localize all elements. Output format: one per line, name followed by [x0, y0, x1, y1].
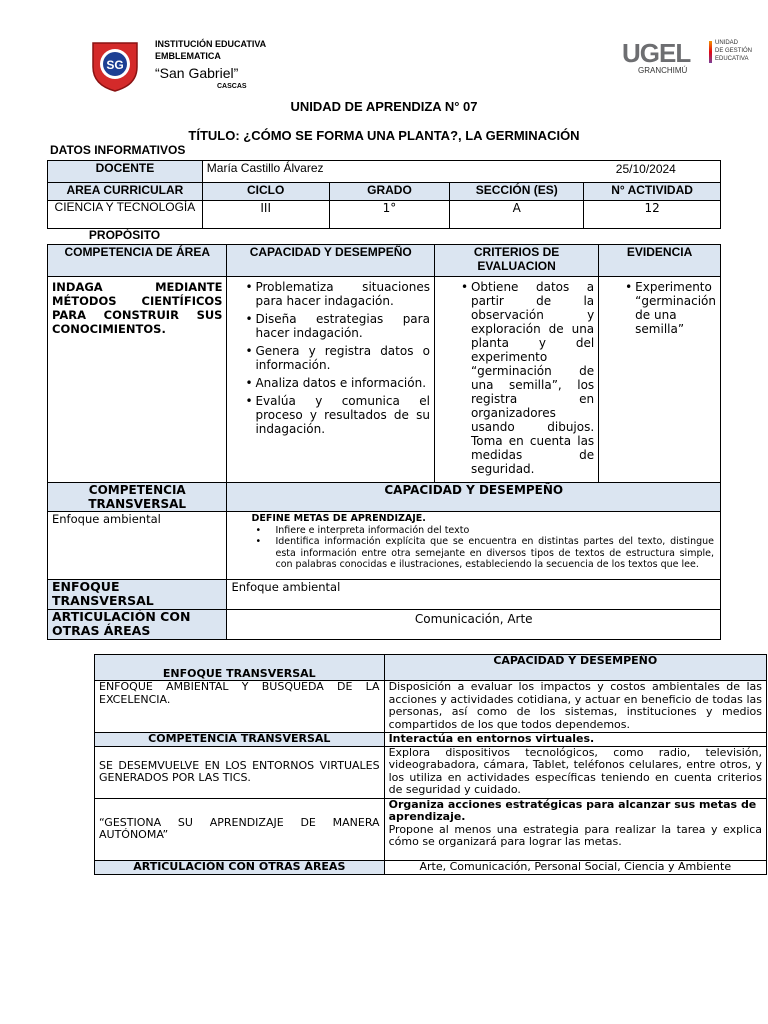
ciclo-label: CICLO	[202, 183, 329, 201]
proposito-label: PROPÓSITO	[88, 228, 161, 242]
second-col-capacidad: CAPACIDAD Y DESEMPEÑO	[384, 655, 766, 681]
ugel-sub3: EDUCATIVA	[715, 56, 749, 62]
ugel-place: GRANCHIMÚ	[638, 66, 688, 75]
logo-badge-text: SG	[106, 58, 124, 72]
actividad-label: N° ACTIVIDAD	[584, 183, 721, 201]
ugel-wordmark: UGEL	[622, 38, 691, 68]
capacidad-item: • Problematiza situaciones para hacer indagación.	[255, 280, 429, 308]
metas-cell	[227, 512, 721, 580]
second-comp2-cell	[384, 798, 766, 860]
area-value: CIENCIA Y TECNOLOGÍA	[48, 201, 203, 229]
metas-list	[251, 525, 714, 571]
second-enfoque-desc: Disposición a evaluar los impactos y costos ambientales de las acciones y actividades cotidiana, y actuar en beneficio de todas las personas, así como de los sistemas, instituciones y medios compartidos de los que todos dependemos.	[384, 681, 766, 733]
docente-label: DOCENTE	[48, 161, 203, 183]
docente-name: María Castillo Álvarez	[206, 161, 324, 175]
metas-title: DEFINE METAS DE APRENDIZAJE.	[251, 513, 426, 524]
articulacion-value: Comunicación, Arte	[227, 610, 721, 640]
capacidad-item: • Evalúa y comunica el proceso y resultados de su indagación.	[255, 394, 429, 436]
transversal-value: Enfoque ambiental	[48, 512, 227, 580]
criterio-list	[461, 280, 594, 476]
second-enfoque-text: ENFOQUE AMBIENTAL Y BÚSQUEDA DE LA EXCELENCIA.	[95, 681, 385, 733]
unit-title: UNIDAD DE APRENDIZA N° 07	[290, 99, 478, 114]
second-comp1: SE DESEMVUELVE EN LOS ENTORNOS VIRTUALES GENERADOS POR LAS TICS.	[95, 746, 385, 798]
evidencia-cell	[599, 277, 721, 483]
ugel-logo	[622, 38, 752, 78]
articulacion-label: ARTICULACIÓN CON OTRAS ÁREAS	[48, 610, 227, 640]
capacidades-list	[245, 280, 429, 436]
transversal-label: COMPETENCIA TRANSVERSAL	[48, 483, 227, 512]
second-comp1-desc: Explora dispositivos tecnológicos, como radio, televisión, videograbadora, cámara, Tablet, teléfonos celulares, entre otros, y los utiliza en actividades específicas teniendo en cuenta criterios de seguridad y cuidado.	[384, 746, 766, 798]
second-comp2: “GESTIONA SU APRENDIZAJE DE MANERA AUTÓNOMA”	[95, 798, 385, 860]
area-label: AREA CURRICULAR	[48, 183, 203, 201]
second-comp2-title: Organiza acciones estratégicas para alcanzar sus metas de aprendizaje.	[388, 797, 757, 823]
school-town: CASCAS	[217, 83, 247, 90]
ugel-color-bar	[709, 41, 712, 63]
meta-item: • Identifica información explícita que se encuentra en distintas partes del texto, distingue esta información entre otra semejante en diversos tipos de textos de estructura simple, con palabras conocidas e ilustraciones, estableciendo la secuencia de los textos que lee.	[275, 536, 714, 571]
docente-date: 25/10/2024	[615, 162, 676, 176]
enfoque-label: ENFOQUE TRANSVERSAL	[48, 580, 227, 610]
capacidad-item: • Analiza datos e información.	[255, 376, 429, 390]
evidencia-list	[625, 280, 716, 336]
capacidad-item: • Genera y registra datos o información.	[255, 344, 429, 372]
second-col-enfoque: ENFOQUE TRANSVERSAL	[95, 655, 385, 681]
docente-cell	[202, 161, 720, 183]
enfoque-table	[94, 654, 767, 875]
page-title: TÍTULO: ¿CÓMO SE FORMA UNA PLANTA?, LA GERMINACIÓN	[188, 128, 580, 143]
second-articulacion-label: ARTICULACIÓN CON OTRAS ÁREAS	[95, 860, 385, 874]
meta-item: • Infiere e interpreta información del texto	[275, 525, 714, 537]
enfoque-value: Enfoque ambiental	[227, 580, 721, 610]
info-table	[47, 160, 721, 229]
datos-label: DATOS INFORMATIVOS	[50, 143, 186, 157]
transversal-cap-label: CAPACIDAD Y DESEMPEÑO	[227, 483, 721, 512]
criterio-item: • Obtiene datos a partir de la observación y exploración de una planta y del experimento “germinación de una semilla”, los registra en organizadores usando dibujos. Toma en cuenta las medidas de seguridad.	[471, 280, 594, 476]
second-comp2-desc: Propone al menos una estrategia para realizar la tarea y explica cómo se organizará para lograr las metas.	[388, 822, 762, 848]
col-competencia: COMPETENCIA DE ÁREA	[48, 245, 227, 277]
school-line1: INSTITUCIÓN EDUCATIVA	[155, 39, 267, 49]
actividad-value: 12	[584, 201, 721, 229]
col-evidencia: EVIDENCIA	[599, 245, 721, 277]
school-logo	[87, 37, 143, 93]
criterio-cell	[434, 277, 598, 483]
seccion-label: SECCIÓN (ES)	[450, 183, 584, 201]
second-articulacion-value: Arte, Comunicación, Personal Social, Ciencia y Ambiente	[384, 860, 766, 874]
grado-value: 1°	[329, 201, 450, 229]
seccion-value: A	[450, 201, 584, 229]
col-criterios: CRITERIOS DE EVALUACION	[434, 245, 598, 277]
proposito-table	[47, 244, 721, 640]
grado-label: GRADO	[329, 183, 450, 201]
capacidad-item: • Diseña estrategias para hacer indagación.	[255, 312, 429, 340]
school-line2: EMBLEMATICA	[155, 51, 221, 61]
ugel-sub1: UNIDAD	[715, 40, 739, 46]
evidencia-item: • Experimento “germinación de una semilla”	[635, 280, 716, 336]
second-comp-header: Interactúa en entornos virtuales.	[384, 733, 766, 747]
capacidades-cell	[227, 277, 434, 483]
competencia-area: INDAGA MEDIANTE MÉTODOS CIENTÍFICOS PARA CONSTRUIR SUS CONOCIMIENTOS.	[48, 277, 227, 483]
ugel-sub2: DE GESTIÓN	[715, 48, 753, 54]
ciclo-value: III	[202, 201, 329, 229]
col-capacidad: CAPACIDAD Y DESEMPEÑO	[227, 245, 434, 277]
second-comp-label: COMPETENCIA TRANSVERSAL	[95, 733, 385, 747]
school-name: “San Gabriel”	[155, 65, 239, 81]
